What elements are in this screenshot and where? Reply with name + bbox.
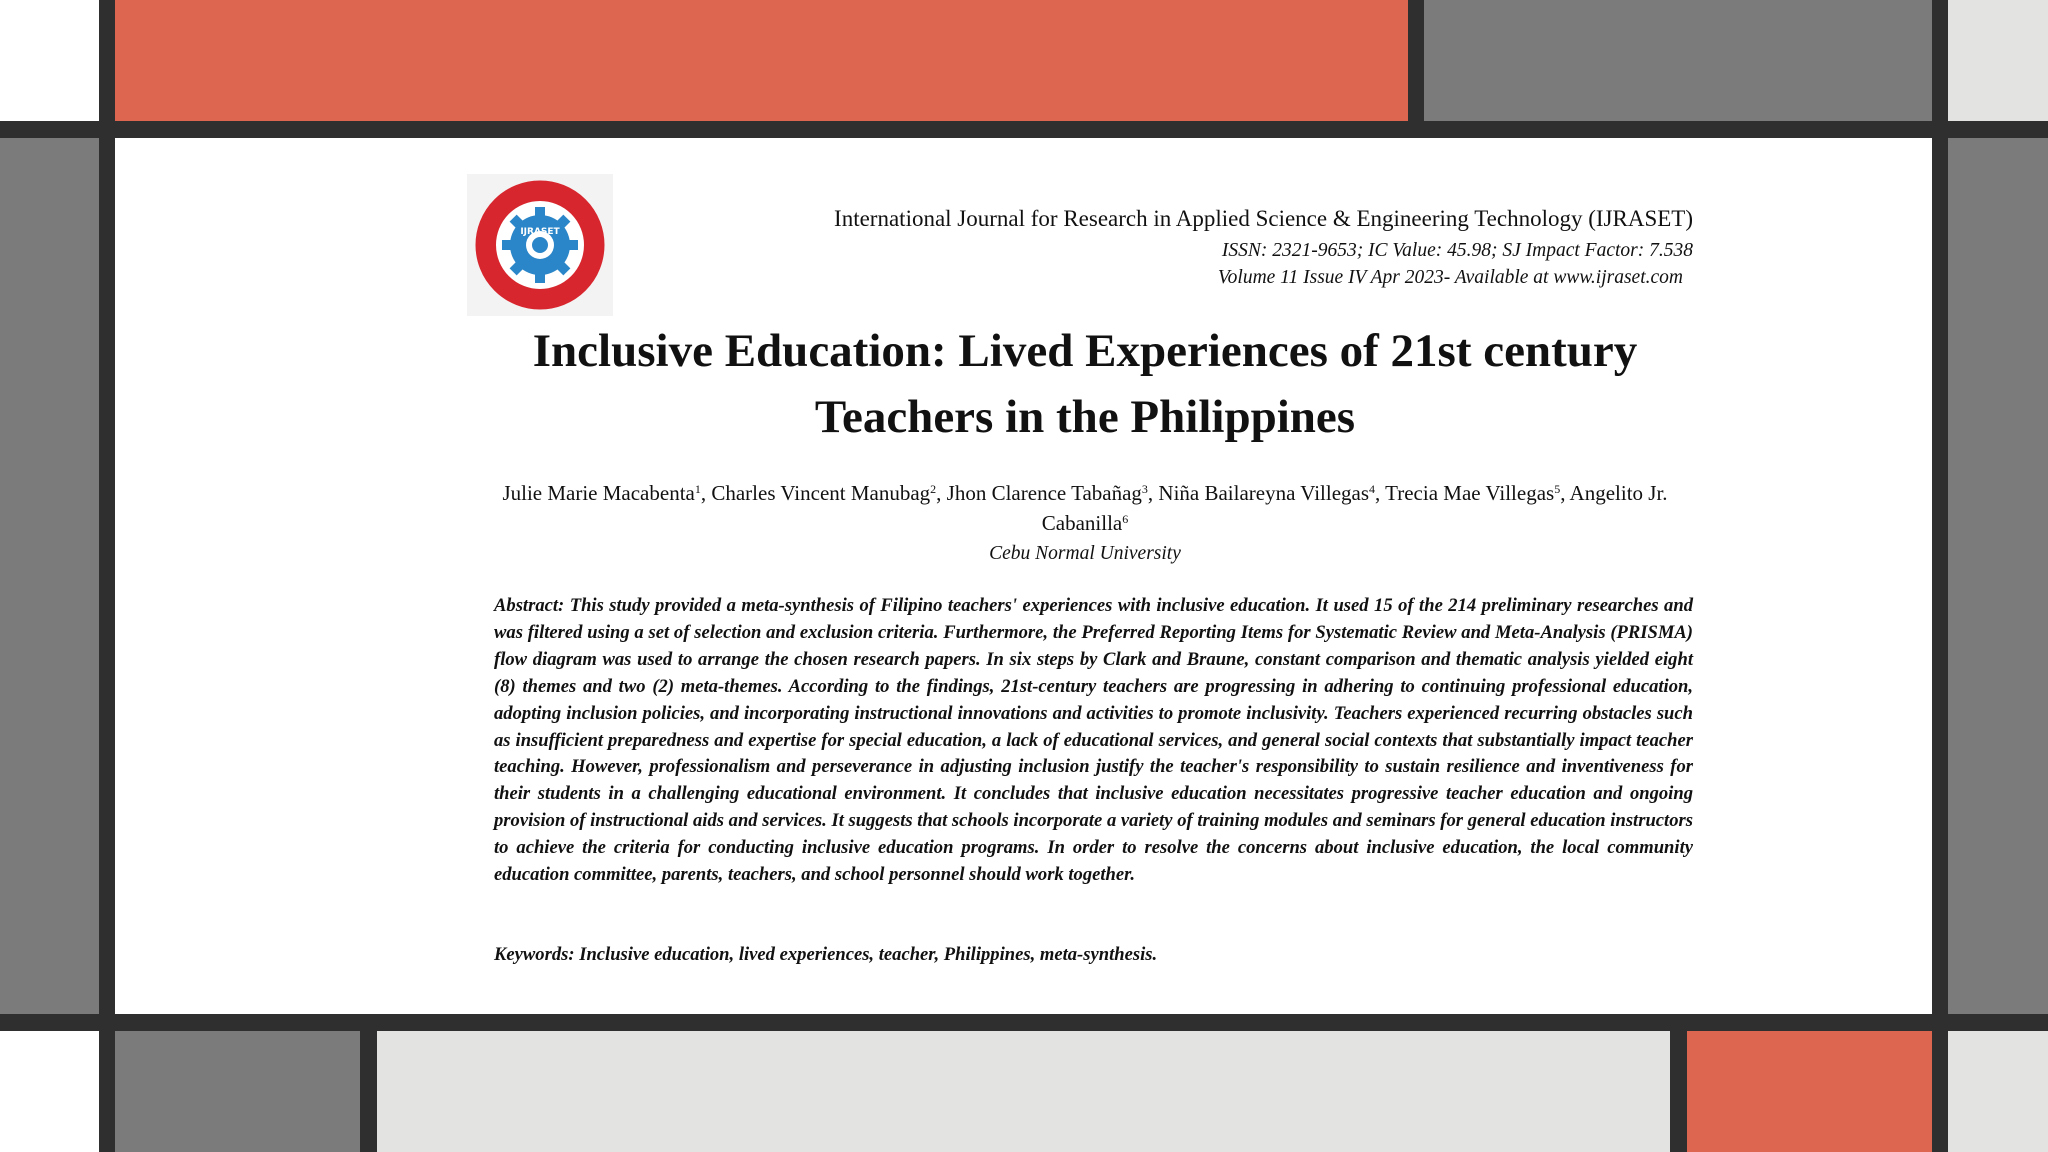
frame-block-bottom-coral (1687, 1031, 1932, 1152)
ijraset-logo-icon (467, 174, 613, 316)
author-affiliation-mark: 5 (1554, 482, 1561, 496)
frame-block-top-coral (115, 0, 1408, 121)
frame-block-left-gray (0, 138, 99, 1014)
abstract: Abstract: This study provided a meta-synthesis of Filipino teachers' experiences with inclusive education. It used 15 of the 214 preliminary researches and was filtered using a set of selection and exclusion criteria. Furthermore, the Preferred Reporting Items for Systematic Review and Meta-Analysis (PRISMA) flow diagram was used to arrange the chosen research papers. In six steps by Clark and Braune, constant comparison and thematic analysis yielded eight (8) themes and two (2) meta-themes. According to the findings, 21st-century teachers are progressing in adhering to continuing professional education, adopting inclusion policies, and incorporating instructional innovations and activities to promote inclusivity. Teachers experienced recurring obstacles such as insufficient preparedness and expertise for special education, a lack of educational services, and general social contexts that substantially impact teacher teaching. However, professionalism and perseverance in adjusting inclusion justify the teacher's responsibility to sustain resilience and inventiveness for their students in a challenging educational environment. It concludes that inclusive education necessitates progressive teacher education and ongoing provision of instructional aids and services. It suggests that schools incorporate a variety of training modules and seminars for general education instructors to achieve the criteria for conducting inclusive education programs. In order to resolve the concerns about inclusive education, the local community education committee, parents, teachers, and school personnel should work together. (494, 595, 1693, 886)
frame-block-top-left (0, 0, 99, 121)
paper-page (115, 138, 1932, 1014)
author-affiliation-mark: 1 (694, 482, 701, 496)
journal-issn: ISSN: 2321-9653; IC Value: 45.98; SJ Impact Factor: 7.538 (1221, 240, 1693, 261)
author-list: Julie Marie Macabenta$^1$, Charles Vincent Manubag$^2$, Jhon Clarence Tabañag$^3$, Niña Bailareyna Villegas$^4$, Trecia Mae Villegas$^5$, Angelito Jr. Cabanilla$^6$ (502, 481, 1668, 535)
author-affiliation-mark: 6 (1122, 512, 1129, 526)
frame-block-top-gray (1424, 0, 1932, 121)
frame-block-top-right (1948, 0, 2048, 121)
logo-text: IJRASET (520, 227, 560, 237)
paper-title: Inclusive Education: Lived Experiences of 21st century Teachers in the Philippines (532, 325, 1638, 443)
author-name: Niña Bailareyna Villegas (1158, 481, 1370, 505)
frame-block-bottom-gray (115, 1031, 360, 1152)
author-affiliation-mark: 4 (1369, 482, 1376, 496)
author-name: Angelito Jr. Cabanilla (1041, 481, 1668, 535)
affiliation: Cebu Normal University (989, 543, 1181, 564)
author-name: Charles Vincent Manubag (711, 481, 931, 505)
frame-block-bottom-right (1948, 1031, 2048, 1152)
author-affiliation-mark: 2 (930, 482, 937, 496)
keywords: Keywords: Inclusive education, lived experiences, teacher, Philippines, meta-synthesis. (494, 944, 1158, 965)
frame-block-bottom-light (377, 1031, 1670, 1152)
author-name: Trecia Mae Villegas (1385, 481, 1555, 505)
author-name: Julie Marie Macabenta (502, 481, 695, 505)
frame-block-bottom-left (0, 1031, 99, 1152)
journal-name: International Journal for Research in Applied Science & Engineering Technology (IJRASET) (834, 206, 1693, 231)
journal-volume: Volume 11 Issue IV Apr 2023- Available at www.ijraset.com (1217, 267, 1683, 288)
frame-block-right-gray (1948, 138, 2048, 1014)
author-name: Jhon Clarence Tabañag (946, 481, 1142, 505)
author-affiliation-mark: 3 (1141, 482, 1148, 496)
